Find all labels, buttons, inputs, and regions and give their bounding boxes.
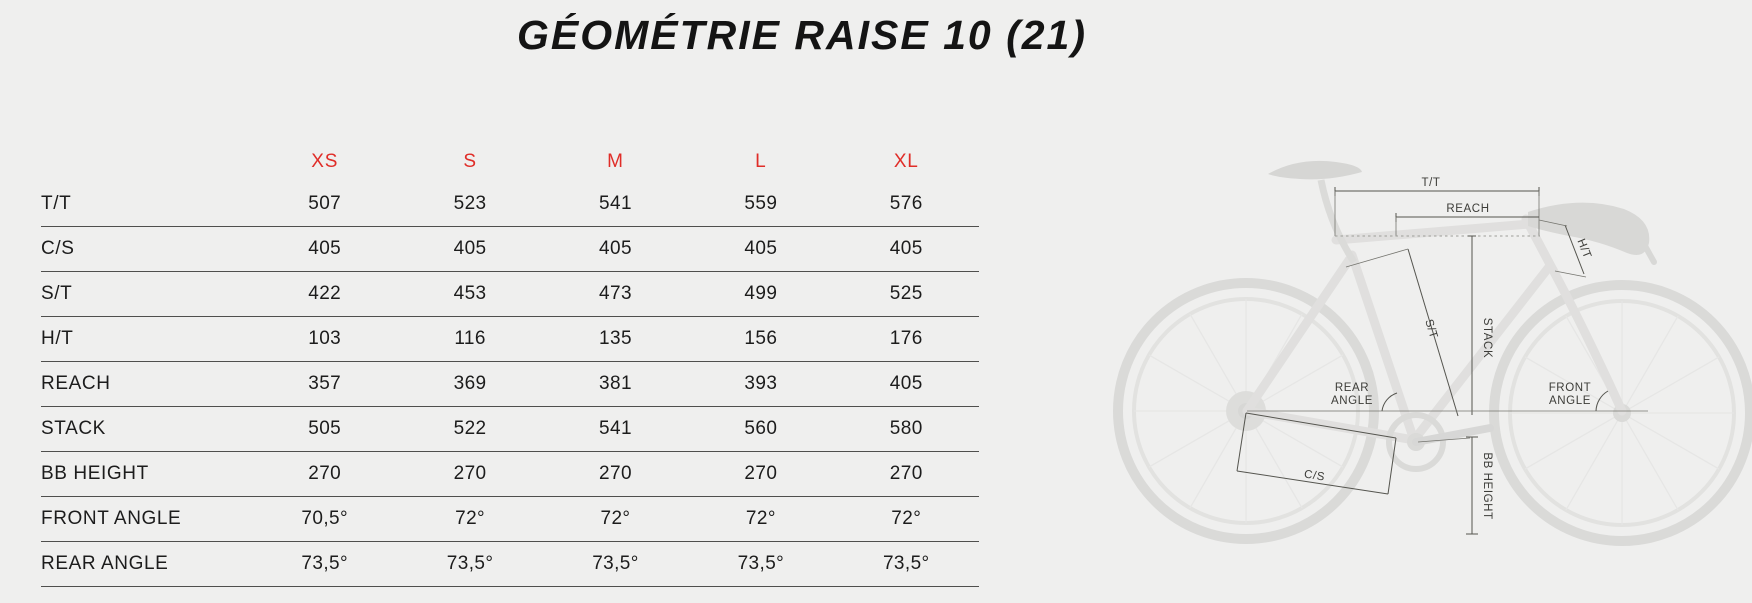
table-cell: 405: [889, 238, 923, 259]
st-dimension-label: S/T: [1422, 317, 1440, 341]
cs-dimension-label: C/S: [1303, 468, 1326, 484]
table-cell: 70,5°: [301, 508, 348, 529]
table-cell: 507: [308, 193, 342, 214]
table-cell: 541: [599, 418, 632, 439]
table-cell: 580: [889, 418, 923, 439]
column-header-s: S: [463, 151, 477, 172]
column-header-l: L: [755, 151, 767, 172]
table-cell: 270: [889, 463, 923, 484]
table-cell: 103: [308, 328, 342, 349]
row-label: FRONT ANGLE: [41, 508, 182, 529]
table-cell: 176: [889, 328, 923, 349]
front-angle-label: FRONT: [1548, 382, 1592, 394]
table-cell: 381: [599, 373, 632, 394]
table-cell: 73,5°: [737, 553, 785, 574]
table-cell: 473: [599, 283, 632, 304]
table-cell: 156: [744, 328, 778, 349]
row-label: H/T: [41, 328, 74, 349]
table-cell: 576: [889, 193, 923, 214]
table-cell: 73,5°: [446, 553, 494, 574]
seatpost: [1321, 180, 1354, 262]
bb-height-dimension-label: BB HEIGHT: [1481, 452, 1493, 520]
table-cell: 405: [744, 238, 778, 259]
table-cell: 270: [453, 463, 487, 484]
table-cell: 405: [453, 238, 487, 259]
table-cell: 135: [599, 328, 632, 349]
table-cell: 72°: [600, 508, 631, 529]
table-cell: 270: [744, 463, 778, 484]
column-header-m: M: [607, 151, 624, 172]
column-header-xs: XS: [311, 151, 339, 172]
row-label: REACH: [41, 373, 111, 394]
table-cell: 72°: [745, 508, 776, 529]
table-cell: 73,5°: [592, 553, 639, 574]
table-cell: 270: [308, 463, 342, 484]
ht-dimension-label: H/T: [1574, 237, 1594, 261]
reach-dimension-label: REACH: [1446, 203, 1490, 215]
table-cell: 505: [308, 418, 342, 439]
table-cell: 73,5°: [882, 553, 930, 574]
table-cell: 560: [744, 418, 778, 439]
row-label: REAR ANGLE: [41, 553, 169, 574]
table-cell: 270: [599, 463, 632, 484]
table-cell: 72°: [455, 508, 486, 529]
table-cell: 393: [744, 373, 778, 394]
table-cell: 405: [599, 238, 632, 259]
stack-dimension-label: STACK: [1481, 317, 1493, 359]
saddle: [1268, 161, 1362, 180]
table-cell: 453: [453, 283, 487, 304]
table-cell: 525: [889, 283, 923, 304]
table-cell: 357: [308, 373, 342, 394]
row-label: BB HEIGHT: [41, 463, 149, 484]
table-cell: 72°: [891, 508, 922, 529]
table-cell: 369: [453, 373, 487, 394]
table-cell: 116: [454, 328, 486, 349]
rear-angle-label-2: ANGLE: [1331, 395, 1373, 407]
table-cell: 559: [744, 193, 778, 214]
row-label: C/S: [41, 238, 75, 259]
table-cell: 405: [308, 238, 342, 259]
tt-dimension-label: T/T: [1421, 177, 1441, 189]
row-label: T/T: [41, 193, 72, 214]
row-label: STACK: [41, 418, 106, 439]
table-cell: 405: [889, 373, 923, 394]
table-cell: 541: [599, 193, 632, 214]
bike-illustration-ghost: [1118, 161, 1750, 541]
table-cell: 499: [744, 283, 778, 304]
table-cell: 522: [453, 418, 487, 439]
front-angle-label-2: ANGLE: [1549, 395, 1591, 407]
rear-angle-label: REAR: [1334, 382, 1370, 394]
table-cell: 523: [453, 193, 487, 214]
table-cell: 422: [308, 283, 342, 304]
row-label: S/T: [41, 283, 73, 304]
table-cell: 73,5°: [301, 553, 348, 574]
column-header-xl: XL: [893, 151, 919, 172]
page-title: GÉOMÉTRIE RAISE 10 (21): [516, 12, 1087, 58]
